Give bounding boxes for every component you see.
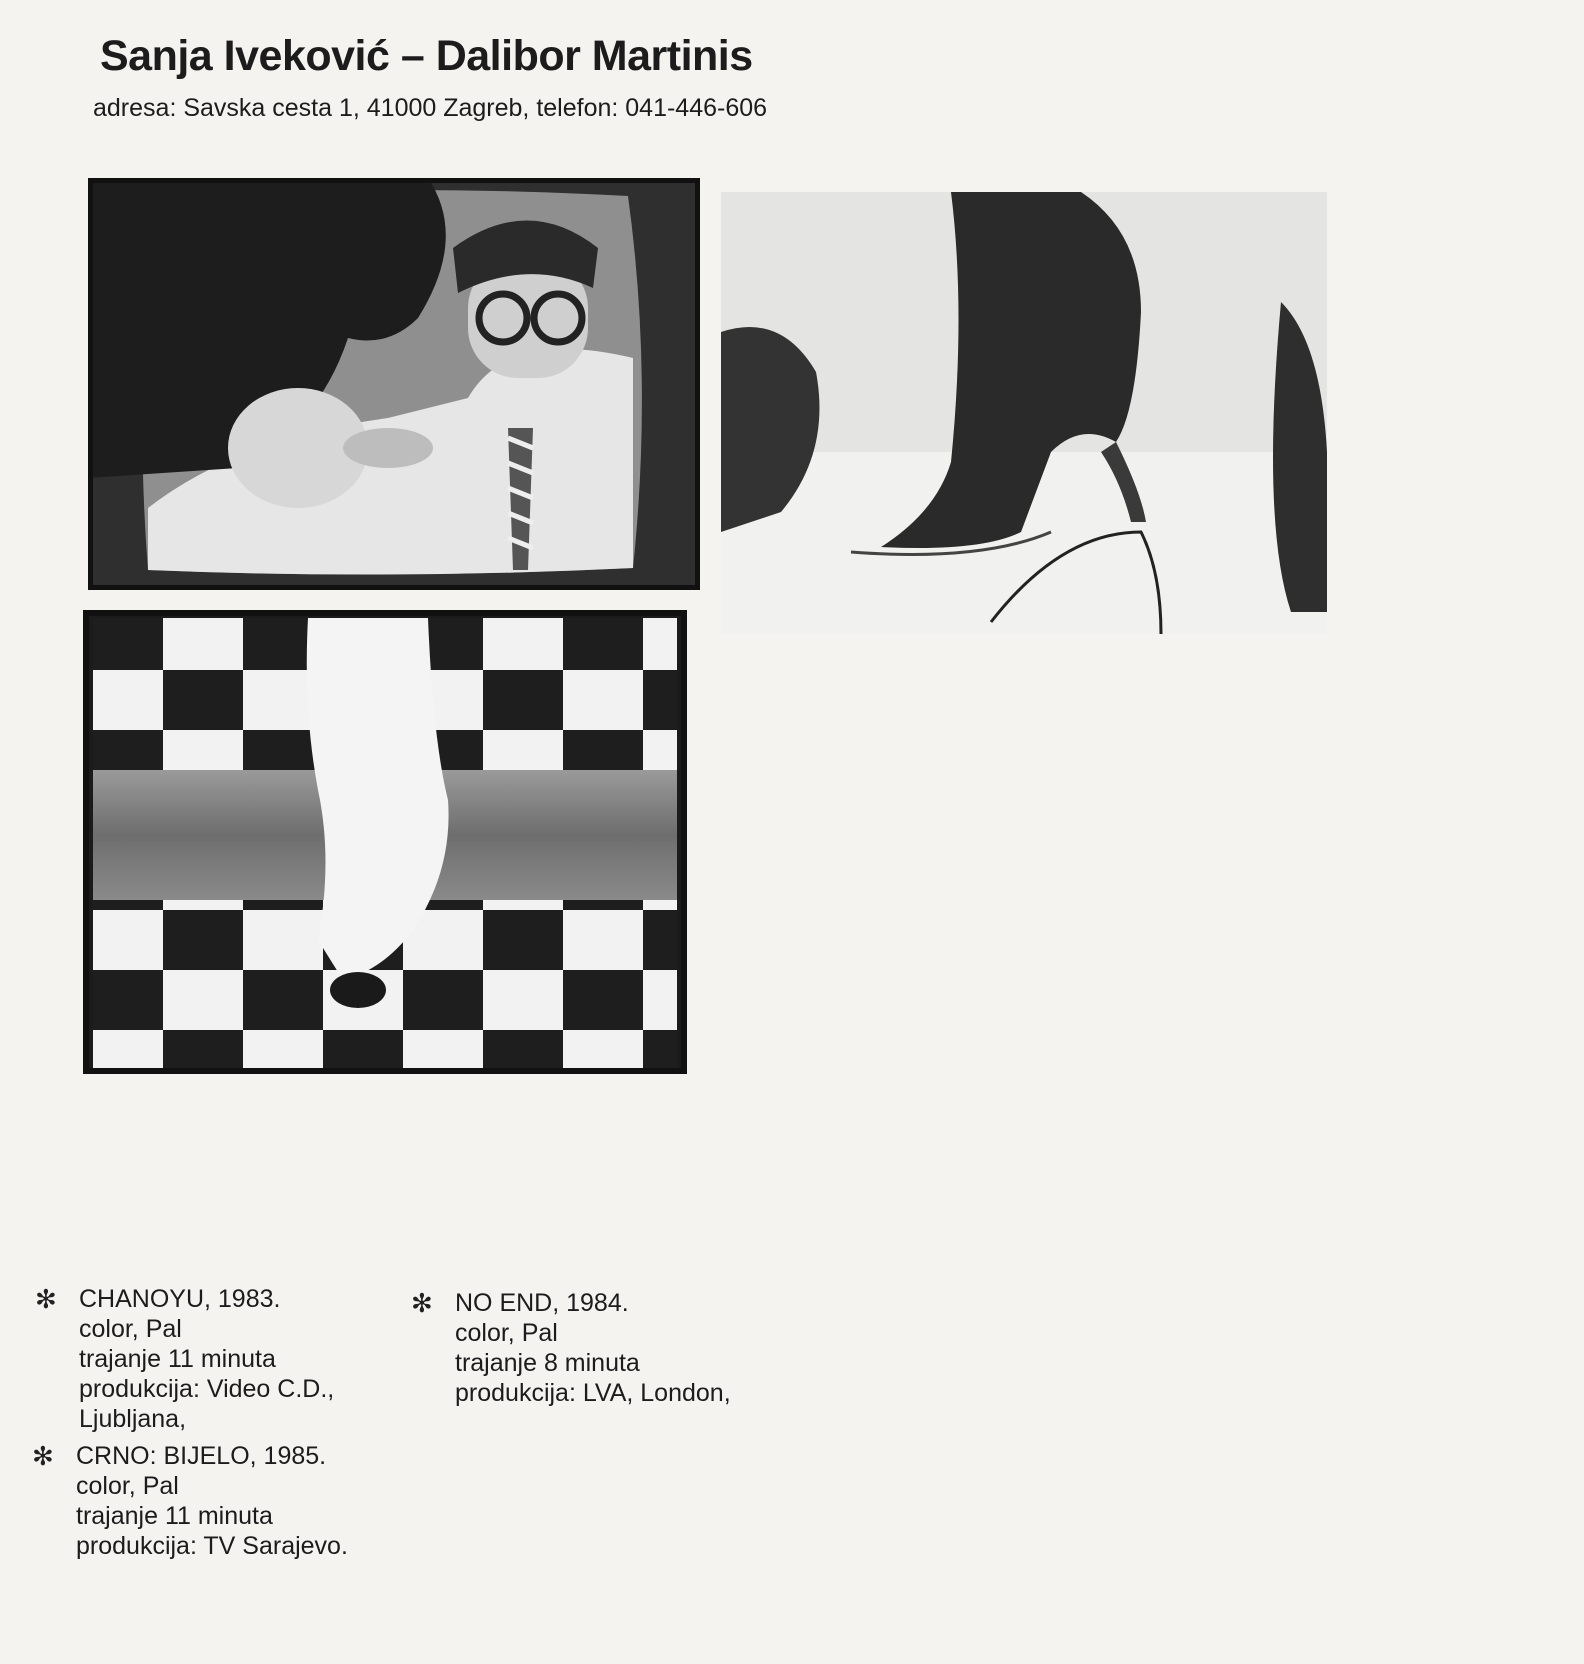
entry-detail: color, Pal [76,1472,179,1500]
video-entry-no-end [411,1288,731,1408]
entry-title: CRNO: BIJELO, 1985. [76,1442,327,1470]
asterisk-icon: ✻ [35,1284,57,1314]
asterisk-icon: ✻ [411,1288,433,1318]
entry-detail: color, Pal [79,1315,182,1343]
entry-detail: color, Pal [455,1319,558,1347]
entry-title: CHANOYU, 1983. [79,1285,281,1313]
entry-detail: trajanje 8 minuta [455,1349,640,1377]
entry-detail: Ljubljana, [79,1405,187,1433]
asterisk-icon: ✻ [32,1441,54,1471]
entry-detail: trajanje 11 minuta [79,1345,276,1373]
entry-detail: trajanje 11 minuta [76,1502,273,1530]
video-still-high-heel [721,192,1327,634]
video-entry-crno-bijelo [32,1441,348,1561]
page-title: Sanja Iveković – Dalibor Martinis [100,32,753,80]
contact-address: adresa: Savska cesta 1, 41000 Zagreb, telefon: 041-446-606 [93,94,768,122]
video-still-checkerboard [83,610,687,1074]
video-still-tv-interview [88,178,700,590]
entry-title: NO END, 1984. [455,1289,629,1317]
video-entry-chanoyu [35,1284,335,1434]
entry-detail: produkcija: LVA, London, [455,1379,731,1407]
entry-detail: produkcija: Video C.D., [79,1375,335,1403]
entry-detail: produkcija: TV Sarajevo. [76,1532,348,1560]
